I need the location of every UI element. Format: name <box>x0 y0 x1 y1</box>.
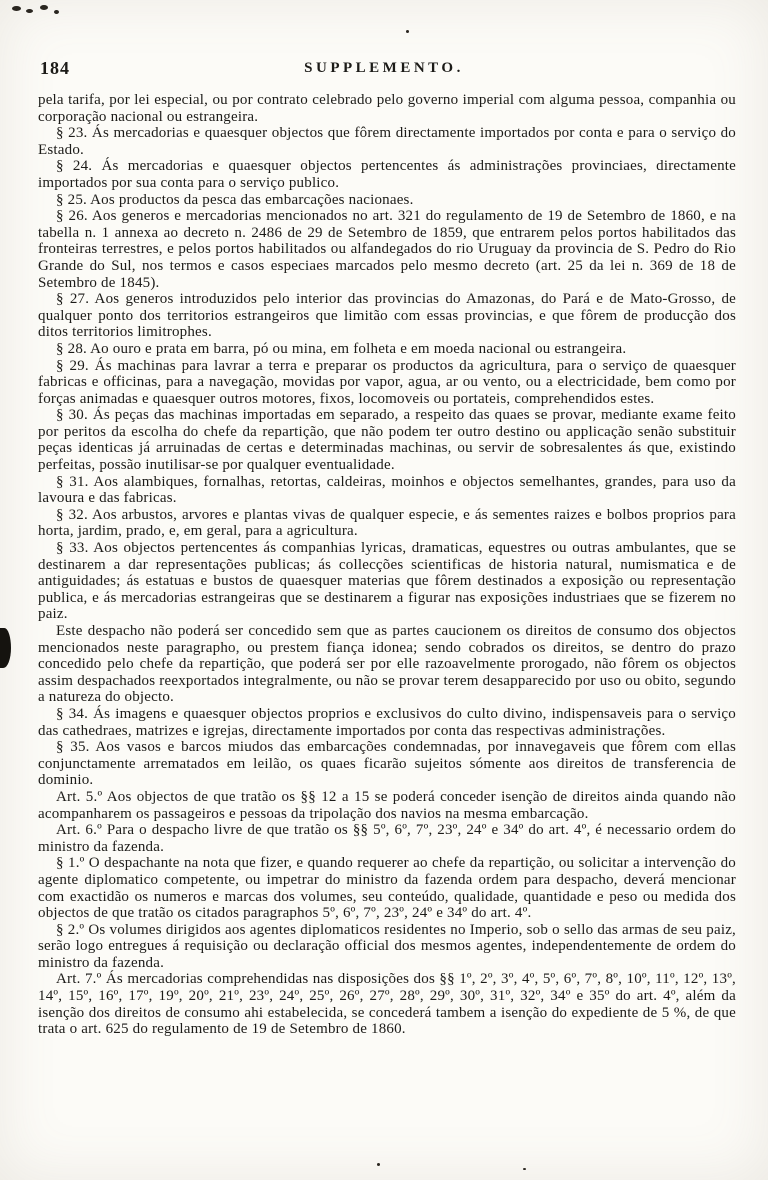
paragraph-s26: § 26. Aos generos e mercadorias mencionados no art. 321 do regulamento de 19 de Setembro de 1860, e na tabella n. 1 annexa ao decreto n. 2486 de 29 de Setembro de 1859, que entrarem pelos portos habilitados das fronteiras terrestres, e pelos portos habilitados ou alfandegados do rio Uruguay da provincia de S. Pedro do Rio Grande do Sul, nos termos e casos especiaes marcados pelo mesmo decreto (art. 25 da lei n. 369 de 18 de Setembro de 1845). <box>38 208 736 291</box>
paragraph-art6-s2: § 2.º Os volumes dirigidos aos agentes diplomaticos residentes no Imperio, sob o sello das armas de seu paiz, serão logo entregues á requisição ou declaração official dos mesmos agentes, independentemente de ordem do ministro da fazenda. <box>38 921 736 971</box>
paragraph-art6: Art. 6.º Para o despacho livre de que tratão os §§ 5º, 6º, 7º, 23º, 24º e 34º do art. 4º, é necessario ordem do ministro da fazenda. <box>38 822 736 855</box>
paragraph-s27: § 27. Aos generos introduzidos pelo interior das provincias do Amazonas, do Pará e de Mato-Grosso, de qualquer ponto dos territorios estrangeiros que limitão com essas provincias, e que fôrem de producção dos ditos territorios limitrophes. <box>38 291 736 341</box>
paragraph-s25: § 25. Aos productos da pesca das embarcações nacionaes. <box>56 191 414 208</box>
running-title: SUPPLEMENTO. <box>304 60 464 76</box>
paragraph-s28: § 28. Ao ouro e prata em barra, pó ou mina, em folheta e em moeda nacional ou estrangeira. <box>56 340 627 357</box>
scan-speck <box>54 10 59 14</box>
page-number: 184 <box>40 58 70 78</box>
paragraph-s33-note: Este despacho não poderá ser concedido sem que as partes caucionem os direitos de consumo dos objectos mencionados neste paragrapho, ou prestem fiança idonea; sendo cobrados os direitos, se dentro do prazo concedido pelo chefe da repartição, que poderá ser por elle razoavelmente prorogado, não fôrem os objectos assim despachados reexportados integralmente, ou não se provar terem desapparecido por uso ou obito, segundo a natureza do objecto. <box>38 623 736 706</box>
scan-speck <box>26 9 33 13</box>
scan-speck <box>12 6 21 11</box>
paragraph-s31: § 31. Aos alambiques, fornalhas, retortas, caldeiras, moinhos e objectos semelhantes, grandes, para uso da lavoura e das fabricas. <box>38 473 736 507</box>
paragraph-s24: § 24. Ás mercadorias e quaesquer objectos pertencentes ás administrações provinciaes, directamente importados por sua conta para o serviço publico. <box>38 158 736 191</box>
scan-speck <box>40 5 48 10</box>
paragraph-s32: § 32. Aos arbustos, arvores e plantas vivas de qualquer especie, e ás sementes raizes e bolbos proprios para horta, jardim, prado, e, em geral, para a agricultura. <box>38 506 736 540</box>
scan-speck <box>406 30 409 33</box>
scan-speck <box>377 1163 380 1166</box>
paragraph-continuation: pela tarifa, por lei especial, ou por contrato celebrado pelo governo imperial com alguma pessoa, companhia ou corporação nacional ou estrangeira. <box>38 92 736 125</box>
paragraph-art7: Art. 7.º Ás mercadorias comprehendidas nas disposições dos §§ 1º, 2º, 3º, 4º, 5º, 6º, 7º, 8º, 10º, 11º, 12º, 13º, 14º, 15º, 16º, 17º, 19º, 20º, 21º, 23º, 24º, 25º, 26º, 27º, 28º, 29º, 30º, 31º, 32º, 34º e 35º do art. 4º, além da isenção dos direitos de consumo ahi estabelecida, se concederá tambem a isenção do expediente de 5 %, de que trata o art. 625 do regulamento de 19 de Setembro de 1860. <box>38 971 736 1038</box>
page-header <box>38 58 730 82</box>
ink-blot <box>0 628 11 668</box>
paragraph-art6-s1: § 1.º O despachante na nota que fizer, e quando requerer ao chefe da repartição, ou solicitar a intervenção do agente diplomatico competente, ou impetrar do ministro da fazenda ordem para despacho, deverá mencionar com exactidão os numeros e marcas dos volumes, seu conteúdo, qualidade, quantidade e peso ou medida dos objectos de que tratão os citados paragraphos 5º, 6º, 7º, 23º, 24º e 34º do art. 4º. <box>38 855 736 922</box>
paragraph-s23: § 23. Ás mercadorias e quaesquer objectos que fôrem directamente importados por conta e para o serviço do Estado. <box>38 125 736 158</box>
paragraph-art5: Art. 5.º Aos objectos de que tratão os §§ 12 a 15 se poderá conceder isenção de direitos ainda quando não acompanharem os passageiros e pessoas da tripolação dos navios na mesma embarcação. <box>38 788 736 822</box>
paragraph-s33: § 33. Aos objectos pertencentes ás companhias lyricas, dramaticas, equestres ou outras ambulantes, que se destinarem a dar representações publicas; ás collecções scientificas de historia natural, numismatica e de antiguidades; ás estatuas e bustos de quaesquer materias que fôrem destinados a exposição ou representação publica, e ás mercadorias estrangeiras que se destinarem a figurar nas exposições industriaes que se fizerem no paiz. <box>38 540 736 623</box>
paragraph-s34: § 34. Ás imagens e quaesquer objectos proprios e exclusivos do culto divino, indispensaveis para o serviço das cathedraes, matrizes e igrejas, directamente importados por conta das respectivas administrações. <box>38 705 736 739</box>
paragraph-s35: § 35. Aos vasos e barcos miudos das embarcações condemnadas, por innavegaveis que fôrem com ellas conjunctamente arrematados em leilão, os quaes ficarão sujeitos sómente aos direitos de transferencia de dominio. <box>38 739 736 789</box>
scan-speck <box>523 1168 526 1170</box>
body-text <box>38 92 736 1038</box>
paragraph-s29: § 29. Ás machinas para lavrar a terra e preparar os productos da agricultura, para o serviço de quaesquer fabricas e officinas, para a navegação, movidas por vapor, agua, ar ou vento, ou a electricidade, bem como por forças animadas e quaesquer outros motores, fixos, locomoveis ou portateis, comprehendidos estes. <box>38 357 736 407</box>
paragraph-s30: § 30. Ás peças das machinas importadas em separado, a respeito das quaes se provar, mediante exame feito por peritos da escolha do chefe da repartição, que não podem ter outro destino ou applicação senão substituir peças identicas já arruinadas de certas e determinadas machinas, ou servir de sobresalentes ás que, existindo perfeitas, possão inutilisar-se por qualquer eventualidade. <box>38 407 736 474</box>
